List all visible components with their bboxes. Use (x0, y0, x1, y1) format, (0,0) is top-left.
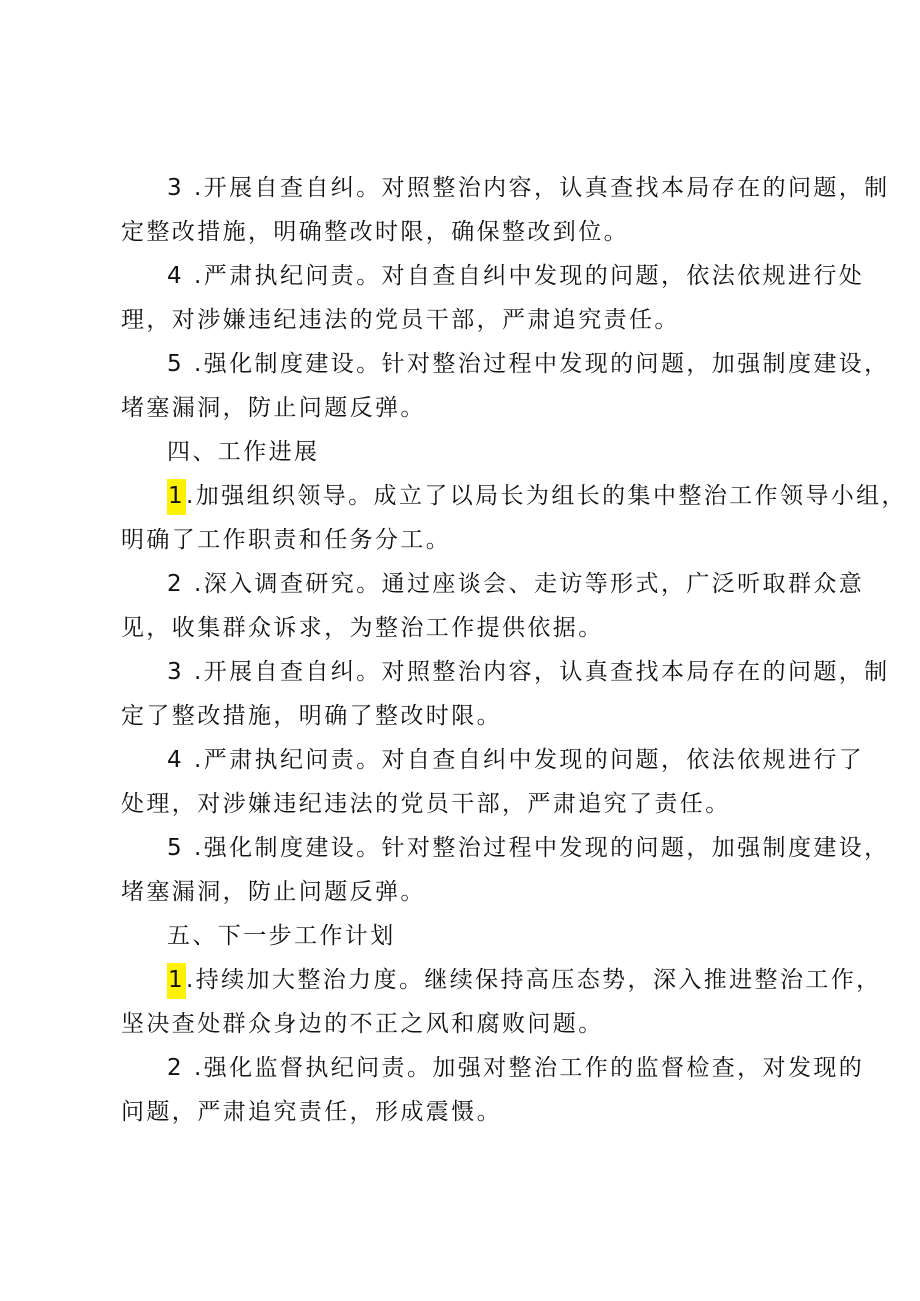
item-number: 3 (167, 659, 185, 685)
paragraph-line (0, 833, 920, 863)
line-text: .持续加大整治力度。继续保持高压态势，深入推进整治工作， (186, 967, 882, 993)
line-text: 坚决查处群众身边的不正之风和腐败问题。 (121, 1011, 604, 1037)
section-heading (0, 437, 920, 467)
paragraph-line (0, 1053, 920, 1083)
line-text: .开展自查自纠。对照整治内容，认真查找本局存在的问题，制 (194, 175, 890, 201)
paragraph-line (0, 1009, 920, 1039)
line-text: .严肃执纪问责。对自查自纠中发现的问题，依法依规进行了 (194, 747, 865, 773)
line-text: .深入调查研究。通过座谈会、走访等形式，广泛听取群众意 (194, 571, 865, 597)
item-number-highlighted: 1 (167, 479, 186, 515)
item-number: 5 (167, 835, 185, 861)
item-number: 2 (167, 571, 185, 597)
heading-text: 五、下一步工作计划 (167, 923, 396, 949)
paragraph-line (0, 393, 920, 423)
paragraph-line (0, 877, 920, 907)
line-text: 明确了工作职责和任务分工。 (121, 527, 452, 553)
paragraph-line (0, 525, 920, 555)
paragraph-line (0, 569, 920, 599)
paragraph-line (0, 349, 920, 379)
paragraph-line (0, 965, 920, 995)
line-text: 问题，严肃追究责任，形成震慑。 (121, 1099, 502, 1125)
item-number: 4 (167, 263, 185, 289)
section-heading (0, 921, 920, 951)
item-number: 2 (167, 1055, 185, 1081)
paragraph-line (0, 305, 920, 335)
item-number: 4 (167, 747, 185, 773)
paragraph-line (0, 657, 920, 687)
line-text: .加强组织领导。成立了以局长为组长的集中整治工作领导小组， (186, 483, 907, 509)
line-text: 理，对涉嫌违纪违法的党员干部，严肃追究责任。 (121, 307, 680, 333)
paragraph-line (0, 745, 920, 775)
line-text: 堵塞漏洞，防止问题反弹。 (121, 395, 426, 421)
line-text: 堵塞漏洞，防止问题反弹。 (121, 879, 426, 905)
item-number-highlighted: 1 (167, 963, 186, 999)
paragraph-line (0, 173, 920, 203)
line-text: .强化制度建设。针对整治过程中发现的问题，加强制度建设， (194, 835, 890, 861)
line-text: .严肃执纪问责。对自查自纠中发现的问题，依法依规进行处 (194, 263, 865, 289)
heading-text: 四、工作进展 (167, 439, 320, 465)
item-number: 3 (167, 175, 185, 201)
line-text: 定了整改措施，明确了整改时限。 (121, 703, 502, 729)
line-text: 定整改措施，明确整改时限，确保整改到位。 (121, 219, 629, 245)
line-text: .开展自查自纠。对照整治内容，认真查找本局存在的问题，制 (194, 659, 890, 685)
paragraph-line (0, 789, 920, 819)
line-text: 处理，对涉嫌违纪违法的党员干部，严肃追究了责任。 (121, 791, 731, 817)
paragraph-line (0, 701, 920, 731)
paragraph-line (0, 217, 920, 247)
line-text: .强化监督执纪问责。加强对整治工作的监督检查，对发现的 (194, 1055, 865, 1081)
paragraph-line (0, 1097, 920, 1127)
line-text: .强化制度建设。针对整治过程中发现的问题，加强制度建设， (194, 351, 890, 377)
line-text: 见，收集群众诉求，为整治工作提供依据。 (121, 615, 604, 641)
item-number: 5 (167, 351, 185, 377)
paragraph-line (0, 613, 920, 643)
paragraph-line (0, 481, 920, 511)
paragraph-line (0, 261, 920, 291)
